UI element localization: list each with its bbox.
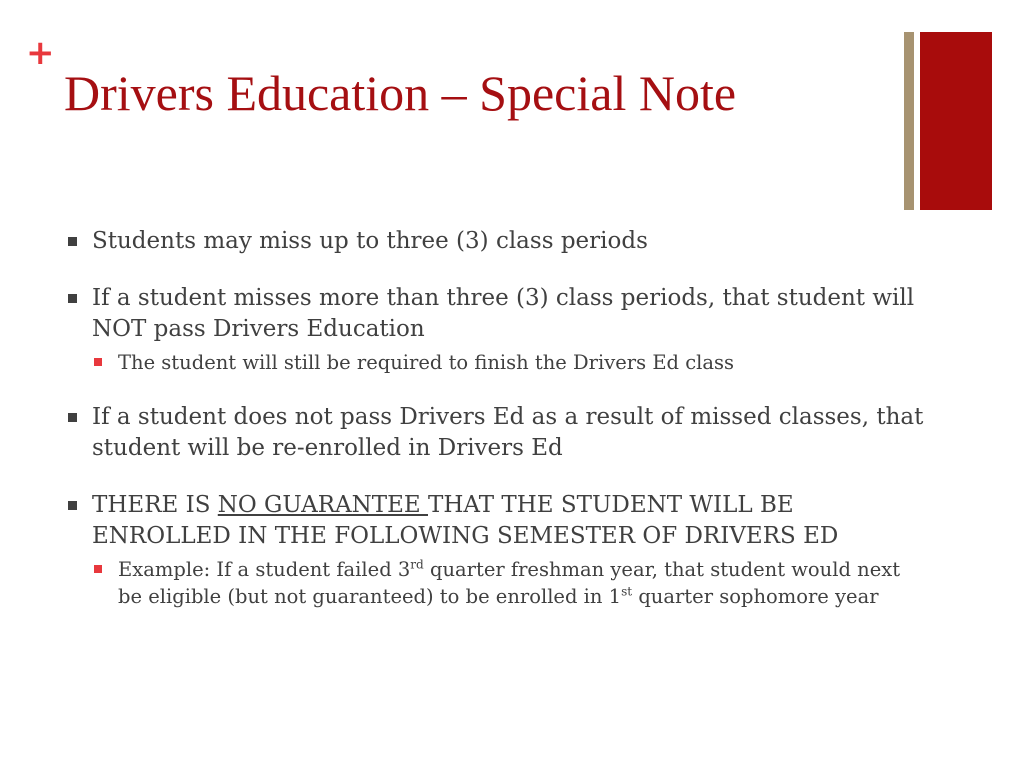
bullet-item-4	[66, 490, 926, 610]
square-bullet-icon	[68, 413, 77, 422]
bullet-text-after: THAT THE STUDENT WILL BE ENROLLED IN THE FOLLOWING SEMESTER OF DRIVERS ED	[92, 492, 839, 549]
bullet-text-before: THERE IS	[92, 492, 218, 518]
plus-icon: +	[26, 33, 55, 73]
sub-bullet-item-example	[92, 556, 926, 610]
square-bullet-icon	[94, 565, 102, 573]
square-bullet-icon	[68, 294, 77, 303]
square-bullet-icon	[68, 501, 77, 510]
sub-bullet-text: The student will still be required to finish the Drivers Ed class	[118, 351, 735, 374]
sub-bullet-list	[92, 349, 926, 376]
sub-bullet-list	[92, 556, 926, 610]
bullet-list	[66, 226, 926, 636]
superscript-rd: rd	[410, 557, 424, 572]
bullet-item-1	[66, 226, 926, 257]
sub-bullet-item	[92, 349, 926, 376]
superscript-st: st	[621, 584, 633, 599]
decorative-tan-bar	[904, 32, 914, 210]
bullet-text: If a student misses more than three (3) class periods, that student will NOT pass Drivers Education	[92, 285, 915, 342]
slide-title: Drivers Education – Special Note	[64, 65, 737, 121]
bullet-item-3	[66, 402, 926, 464]
decorative-red-block	[920, 32, 992, 210]
bullet-text: Students may miss up to three (3) class periods	[92, 228, 648, 254]
bullet-text: If a student does not pass Drivers Ed as a result of missed classes, that student will be re-enrolled in Drivers Ed	[92, 404, 924, 461]
square-bullet-icon	[94, 358, 102, 366]
example-text-3: quarter sophomore year	[632, 585, 879, 608]
bullet-item-2	[66, 283, 926, 376]
example-text-2: quarter freshman year, that student would next be eligible (but not guaranteed) to be enrolled in 1	[118, 558, 901, 608]
underlined-text: NO GUARANTEE	[217, 492, 428, 518]
square-bullet-icon	[68, 237, 77, 246]
example-text-1: Example: If a student failed 3	[118, 558, 411, 581]
